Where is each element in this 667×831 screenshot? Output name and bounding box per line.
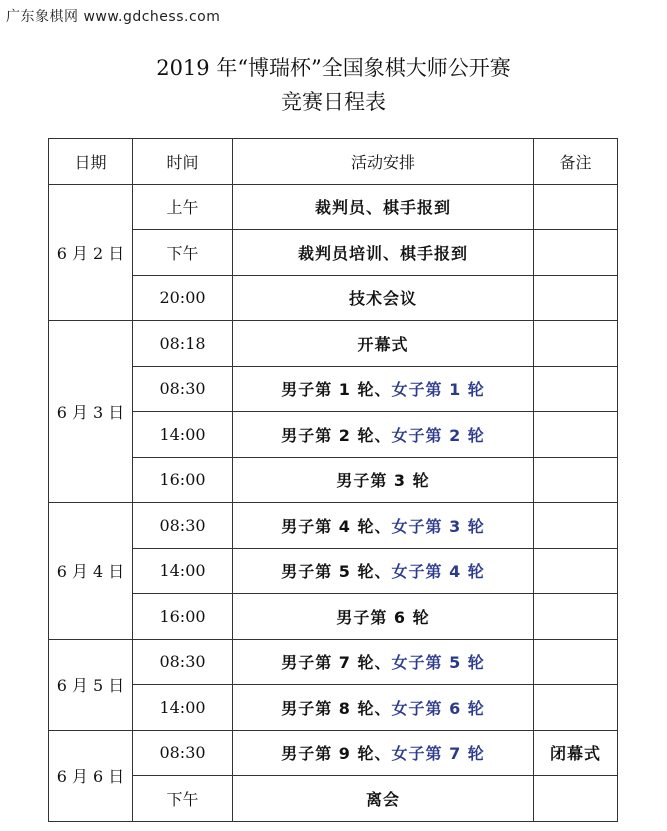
time-cell: 08:30 [133, 366, 233, 412]
table-row [49, 685, 618, 731]
note-cell [534, 412, 618, 458]
table-row [49, 730, 618, 776]
activity-cell [233, 503, 534, 549]
note-cell [534, 457, 618, 503]
time-cell: 08:30 [133, 730, 233, 776]
table-row [49, 366, 618, 412]
document-title: 2019 年“博瑞杯”全国象棋大师公开赛 [156, 56, 511, 80]
activity-cell: 裁判员、棋手报到 [233, 184, 534, 230]
note-cell [534, 594, 618, 640]
activity-cell: 男子第 3 轮 [233, 457, 534, 503]
activity-cell [233, 730, 534, 776]
note-cell [534, 184, 618, 230]
time-cell: 20:00 [133, 275, 233, 321]
table-row [49, 548, 618, 594]
note-cell [534, 776, 618, 822]
note-cell [534, 321, 618, 367]
date-cell: 6 月 6 日 [49, 730, 133, 821]
time-cell: 16:00 [133, 457, 233, 503]
header-time: 时间 [133, 139, 233, 185]
note-cell [534, 548, 618, 594]
activity-cell: 离会 [233, 776, 534, 822]
time-cell: 14:00 [133, 685, 233, 731]
site-watermark: 广东象棋网 www.gdchess.com [6, 9, 221, 25]
men-round: 男子第 1 轮、 [281, 380, 392, 400]
table-row [49, 776, 618, 822]
note-cell [534, 275, 618, 321]
women-round: 女子第 7 轮 [391, 744, 485, 764]
table-row [49, 457, 618, 503]
table-row [49, 503, 618, 549]
header-note: 备注 [534, 139, 618, 185]
activity-cell: 男子第 6 轮 [233, 594, 534, 640]
men-round: 男子第 8 轮、 [281, 698, 392, 718]
header-date: 日期 [49, 139, 133, 185]
activity-cell [233, 412, 534, 458]
note-cell [534, 230, 618, 276]
men-round: 男子第 9 轮、 [281, 744, 392, 764]
time-cell: 16:00 [133, 594, 233, 640]
date-cell: 6 月 4 日 [49, 503, 133, 640]
activity-cell: 开幕式 [233, 321, 534, 367]
time-cell: 14:00 [133, 412, 233, 458]
schedule-table [48, 138, 618, 822]
time-cell: 14:00 [133, 548, 233, 594]
men-round: 男子第 7 轮、 [281, 653, 392, 673]
time-cell: 08:30 [133, 503, 233, 549]
activity-cell [233, 685, 534, 731]
activity-cell: 裁判员培训、棋手报到 [233, 230, 534, 276]
activity-cell [233, 639, 534, 685]
note-cell [534, 503, 618, 549]
table-row [49, 639, 618, 685]
note-cell [534, 685, 618, 731]
table-row [49, 230, 618, 276]
note-cell [534, 366, 618, 412]
table-row [49, 321, 618, 367]
document-subtitle: 竞赛日程表 [281, 90, 386, 114]
women-round: 女子第 3 轮 [391, 516, 485, 536]
time-cell: 上午 [133, 184, 233, 230]
note-cell: 闭幕式 [534, 730, 618, 776]
schedule-body [49, 184, 618, 821]
time-cell: 下午 [133, 776, 233, 822]
men-round: 男子第 5 轮、 [281, 562, 392, 582]
table-row [49, 594, 618, 640]
time-cell: 08:30 [133, 639, 233, 685]
time-cell: 下午 [133, 230, 233, 276]
women-round: 女子第 5 轮 [391, 653, 485, 673]
women-round: 女子第 1 轮 [391, 380, 485, 400]
note-cell [534, 639, 618, 685]
activity-cell [233, 548, 534, 594]
date-cell: 6 月 3 日 [49, 321, 133, 503]
men-round: 男子第 4 轮、 [281, 516, 392, 536]
women-round: 女子第 4 轮 [391, 562, 485, 582]
women-round: 女子第 6 轮 [391, 698, 485, 718]
table-row [49, 275, 618, 321]
men-round: 男子第 2 轮、 [281, 425, 392, 445]
date-cell: 6 月 5 日 [49, 639, 133, 730]
activity-cell [233, 366, 534, 412]
women-round: 女子第 2 轮 [391, 425, 485, 445]
table-header-row [49, 139, 618, 185]
activity-cell: 技术会议 [233, 275, 534, 321]
time-cell: 08:18 [133, 321, 233, 367]
header-activity: 活动安排 [233, 139, 534, 185]
table-row [49, 412, 618, 458]
table-row [49, 184, 618, 230]
date-cell: 6 月 2 日 [49, 184, 133, 321]
